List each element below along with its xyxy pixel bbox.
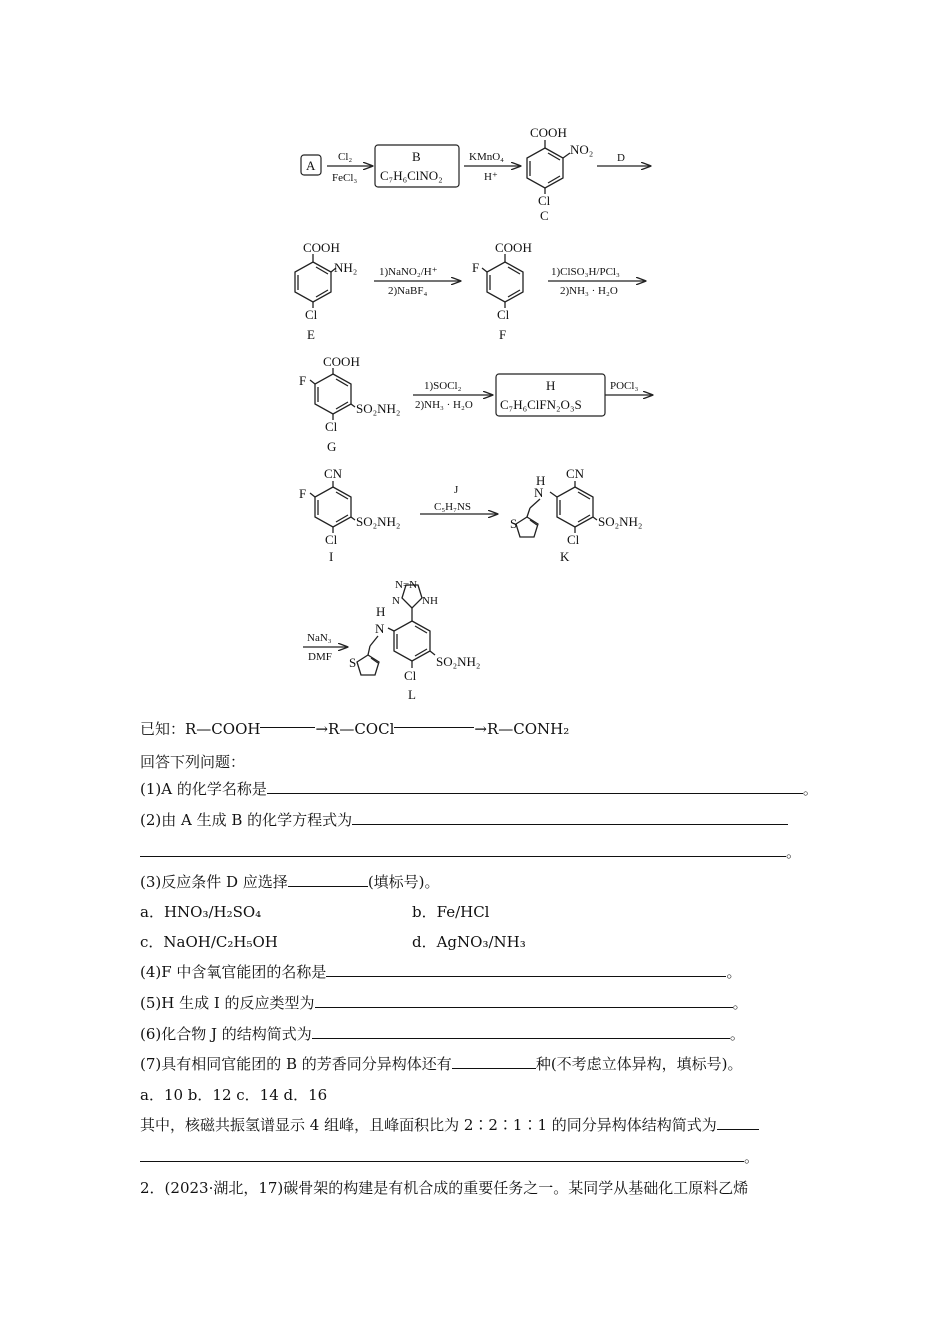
compound-a: A	[306, 158, 316, 173]
svg-text:Cl: Cl	[497, 307, 510, 322]
svg-text:Cl: Cl	[404, 668, 417, 683]
svg-text:N=N: N=N	[395, 579, 418, 591]
question-6: (6)化合物 J 的结构简式为 。	[140, 1025, 745, 1043]
svg-text:F: F	[299, 373, 307, 388]
reagent-6-top: POCl₃	[610, 380, 639, 392]
compound-c-structure	[527, 125, 593, 208]
reagent-8-bottom: DMF	[308, 651, 332, 663]
compound-h-formula: C₇H₆ClFN₂O₃S	[500, 397, 582, 412]
answer-blank-2b[interactable]	[140, 842, 786, 857]
compound-i-label: I	[329, 549, 334, 564]
reagent-4-top: 1)ClSO₃H/PCl₃	[551, 266, 620, 278]
svg-text:NH₂: NH₂	[334, 260, 358, 275]
reagent-4-bottom: 2)NH₃ · H₂O	[560, 285, 618, 297]
svg-text:COOH: COOH	[495, 240, 532, 255]
svg-text:COOH: COOH	[323, 354, 360, 369]
svg-text:Cl: Cl	[325, 419, 338, 434]
compound-f-structure	[472, 240, 532, 322]
reagent-d: D	[617, 152, 625, 164]
svg-text:COOH: COOH	[303, 240, 340, 255]
compound-b-formula: C₇H₆ClNO₂	[380, 168, 443, 183]
answer-blank-3[interactable]	[288, 872, 368, 887]
q3-option-a: a．HNO₃/H₂SO₄	[140, 903, 262, 921]
svg-text:COOH: COOH	[530, 125, 567, 140]
svg-text:F: F	[299, 486, 307, 501]
compound-g-structure	[299, 354, 400, 434]
answer-blank-1[interactable]	[267, 779, 803, 794]
q7-options: a．10 b．12 c．14 d．16	[140, 1086, 328, 1104]
reagent-2-bottom: H⁺	[484, 171, 498, 183]
question-7-nmr-cont: 。	[140, 1147, 759, 1167]
svg-text:NO₂: NO₂	[570, 142, 594, 157]
reagent-1-bottom: FeCl₃	[332, 172, 358, 184]
svg-text:CN: CN	[566, 466, 585, 481]
answer-blank-7c[interactable]	[140, 1147, 744, 1162]
question-2-cont: 。	[140, 842, 801, 862]
svg-text:H: H	[376, 604, 386, 619]
compound-c-label: C	[540, 208, 549, 223]
compound-k-label: K	[560, 549, 570, 564]
question-1: (1)A 的化学名称是 。	[140, 780, 818, 798]
reagent-j-formula: C₅H₇NS	[434, 501, 472, 513]
answer-blank-5[interactable]	[315, 993, 733, 1008]
intro-text: 回答下列问题：	[140, 753, 246, 771]
reagent-3-bottom: 2)NaBF₄	[388, 285, 428, 297]
svg-text:Cl: Cl	[567, 532, 580, 547]
svg-text:N: N	[534, 485, 544, 500]
svg-text:SO₂NH₂: SO₂NH₂	[356, 514, 401, 529]
compound-l-label: L	[408, 687, 416, 702]
question-3: (3)反应条件 D 应选择 (填标号)。	[140, 873, 440, 891]
compound-k-structure	[510, 466, 642, 547]
q3-option-c: c．NaOH/C₂H₅OH	[140, 933, 278, 951]
svg-text:S: S	[510, 516, 518, 531]
reagent-1-top: Cl₂	[338, 151, 353, 163]
svg-text:Cl: Cl	[305, 307, 318, 322]
compound-f-label: F	[499, 327, 507, 342]
question-7: (7)具有相同官能团的 B 的芳香同分异构体还有 种(不考虑立体异构，填标号)。	[140, 1055, 743, 1073]
svg-text:S: S	[349, 655, 357, 670]
compound-e-structure	[295, 240, 357, 322]
svg-text:N: N	[392, 595, 400, 607]
question-2: (2)由 A 生成 B 的化学方程式为	[140, 810, 788, 830]
compound-l-structure	[349, 579, 480, 683]
svg-text:N: N	[375, 621, 385, 636]
compound-i-structure	[299, 466, 400, 547]
reagent-2-top: KMnO₄	[469, 151, 505, 163]
answer-blank-6[interactable]	[312, 1024, 730, 1039]
answer-blank-7b[interactable]	[717, 1115, 759, 1130]
question-5: (5)H 生成 I 的反应类型为 。	[140, 994, 748, 1012]
svg-text:NH: NH	[422, 595, 438, 607]
reagent-j: J	[454, 484, 459, 496]
compound-b-label: B	[412, 149, 421, 164]
svg-text:Cl: Cl	[325, 532, 338, 547]
answer-blank-4[interactable]	[326, 962, 726, 977]
q3-option-d: d．AgNO₃/NH₃	[412, 933, 526, 951]
svg-text:SO₂NH₂: SO₂NH₂	[598, 514, 643, 529]
compound-e-label: E	[307, 327, 315, 342]
compound-g-label: G	[327, 439, 337, 454]
svg-text:F: F	[472, 260, 480, 275]
reagent-5-bottom: 2)NH₃ · H₂O	[415, 399, 473, 411]
reagent-5-top: 1)SOCl₂	[424, 380, 462, 392]
svg-text:SO₂NH₂: SO₂NH₂	[356, 401, 401, 416]
answer-blank-2a[interactable]	[352, 810, 788, 825]
svg-text:Cl: Cl	[538, 193, 551, 208]
reagent-3-top: 1)NaNO₂/H⁺	[379, 266, 438, 278]
question-2-header: 2．(2023·湖北，17)碳骨架的构建是有机合成的重要任务之一。某同学从基础化工原料乙烯	[140, 1179, 749, 1197]
svg-text:H: H	[536, 473, 546, 488]
compound-h-label: H	[546, 378, 556, 393]
known-line: 已知：R—COOH →R—COCl →R—CONH₂	[140, 720, 570, 738]
q3-option-b: b．Fe/HCl	[412, 903, 490, 921]
svg-text:CN: CN	[324, 466, 343, 481]
reagent-8-top: NaN₃	[307, 632, 332, 644]
question-4: (4)F 中含氧官能团的名称是 。	[140, 963, 742, 981]
answer-blank-7[interactable]	[452, 1054, 536, 1069]
question-7-nmr: 其中，核磁共振氢谱显示 4 组峰，且峰面积比为 2∶2∶1∶1 的同分异构体结构简式为	[140, 1115, 759, 1135]
svg-text:SO₂NH₂: SO₂NH₂	[436, 654, 481, 669]
